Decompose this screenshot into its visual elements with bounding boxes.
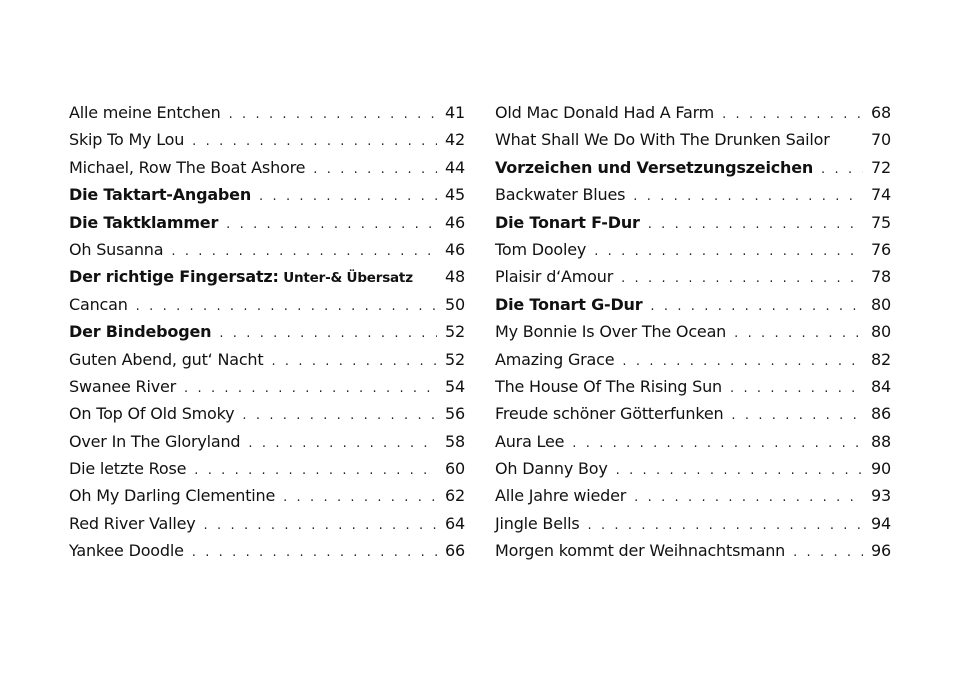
toc-entry <box>495 154 891 181</box>
dot-leader <box>271 348 437 375</box>
toc-entry <box>69 154 465 181</box>
toc-entry-title-text: Der richtige Fingersatz: <box>69 267 279 287</box>
dot-leader <box>192 539 437 566</box>
toc-entry-title <box>69 346 263 373</box>
toc-entry-subtitle: Unter-& Übersatz <box>278 270 413 287</box>
toc-entry-title-text: Alle meine Entchen <box>69 103 221 122</box>
toc-entry <box>69 99 465 126</box>
toc-entry-page-number: 76 <box>871 239 891 259</box>
toc-entry-page-number: 50 <box>445 294 465 314</box>
toc-entry-title-text: Der Bindebogen <box>69 322 212 342</box>
toc-entry-title-text: My Bonnie Is Over The Ocean <box>495 322 727 342</box>
toc-entry <box>495 181 891 208</box>
dot-leader <box>259 183 437 210</box>
dot-leader <box>283 484 437 511</box>
toc-entry-page-number: 82 <box>871 349 891 369</box>
dot-leader <box>248 430 437 457</box>
toc-entry-title-text: Oh Danny Boy <box>495 459 608 479</box>
dot-leader <box>219 320 437 347</box>
toc-entry-title-text: Plaisir d‘Amour <box>495 267 614 287</box>
toc-entry-page-number: 68 <box>871 103 891 122</box>
toc-entry-title-text: On Top Of Old Smoky <box>69 404 235 424</box>
toc-entry-title <box>69 400 234 427</box>
toc-entry <box>69 537 465 564</box>
toc-entry <box>495 263 891 290</box>
toc-entry-title-text: Die letzte Rose <box>69 459 187 479</box>
toc-entry-page-number: 70 <box>871 130 891 150</box>
toc-entry <box>69 400 465 427</box>
toc-entry-title <box>495 181 625 208</box>
dot-leader <box>621 265 863 292</box>
toc-left-column <box>69 99 465 565</box>
toc-entry-title <box>69 291 128 318</box>
toc-entry-title-text: Amazing Grace <box>495 349 615 369</box>
dot-leader <box>242 402 437 429</box>
toc-entry-page-number: 41 <box>445 103 465 122</box>
toc-entry-title-text: Michael, Row The Boat Ashore <box>69 157 306 177</box>
toc-entry-title-text: Morgen kommt der Weihnachtsmann <box>495 541 786 561</box>
toc-entry-page-number: 66 <box>445 541 465 561</box>
dot-leader <box>793 539 863 566</box>
toc-entry <box>69 291 465 318</box>
toc-entry-title <box>69 482 275 509</box>
toc-entry-title-text: Die Taktklammer <box>69 212 219 232</box>
dot-leader <box>634 484 863 511</box>
dot-leader <box>633 183 863 210</box>
dot-leader <box>648 211 863 238</box>
dot-leader <box>204 512 437 539</box>
toc-entry <box>495 510 891 537</box>
toc-entry-title <box>495 236 586 263</box>
toc-entry-page-number: 64 <box>445 513 465 533</box>
toc-entry-title-text: Old Mac Donald Had A Farm <box>495 103 715 122</box>
dot-leader <box>734 320 863 347</box>
dot-leader <box>587 512 863 539</box>
toc-entry-title-text: Over In The Gloryland <box>69 431 241 451</box>
toc-entry-title-text: Backwater Blues <box>495 185 626 205</box>
dot-leader <box>650 293 863 320</box>
toc-entry-title-text: Die Taktart-Angaben <box>69 185 252 205</box>
toc-entry-title-text: Yankee Doodle <box>69 541 184 561</box>
toc-entry-page-number: 80 <box>871 294 891 314</box>
toc-entry-title <box>69 373 176 400</box>
toc-entry-title-text: Die Tonart G-Dur <box>495 294 643 314</box>
toc-entry-page-number: 58 <box>445 431 465 451</box>
toc-entry <box>69 346 465 373</box>
toc-entry <box>495 373 891 400</box>
toc-entry <box>495 236 891 263</box>
toc-entry <box>69 482 465 509</box>
toc-entry-title <box>495 346 614 373</box>
toc-entry <box>495 291 891 318</box>
toc-entry-title-text: Oh My Darling Clementine <box>69 486 276 506</box>
toc-entry <box>495 537 891 564</box>
dot-leader <box>171 238 437 265</box>
toc-entry <box>495 400 891 427</box>
toc-entry-title <box>69 428 240 455</box>
dot-leader <box>192 128 437 155</box>
toc-entry-title-text: Skip To My Lou <box>69 130 185 150</box>
toc-entry-page-number: 54 <box>445 376 465 396</box>
toc-entry <box>495 428 891 455</box>
toc-entry-title-text: The House Of The Rising Sun <box>495 376 722 396</box>
toc-entry-page-number: 78 <box>871 267 891 287</box>
toc-entry-page-number: 44 <box>445 157 465 177</box>
toc-entry-title <box>69 537 184 564</box>
toc-entry <box>69 126 465 153</box>
toc-entry-page-number: 56 <box>445 404 465 424</box>
dot-leader <box>622 348 863 375</box>
toc-entry <box>495 346 891 373</box>
toc-entry-title-text: Aura Lee <box>495 431 565 451</box>
toc-entry-title-text: Die Tonart F-Dur <box>495 212 640 232</box>
toc-entry-title <box>69 209 218 236</box>
toc-entry-title-text: Jingle Bells <box>495 513 580 533</box>
toc-entry-page-number: 94 <box>871 513 891 533</box>
toc-entry <box>69 236 465 263</box>
toc-entry-title <box>495 428 564 455</box>
toc-entry-title <box>69 455 186 482</box>
toc-entry-title-text: Freude schöner Götterfunken <box>495 404 724 424</box>
toc-entry <box>495 126 891 153</box>
toc-entry-title-text: Guten Abend, gut‘ Nacht <box>69 349 264 369</box>
toc-entry-page-number: 60 <box>445 459 465 479</box>
toc-entry-title <box>495 373 722 400</box>
toc-entry <box>69 181 465 208</box>
toc-entry-title <box>495 263 613 290</box>
toc-entry-title <box>495 99 714 126</box>
toc-entry-title <box>495 209 640 236</box>
toc-entry-page-number: 42 <box>445 130 465 150</box>
toc-entry-page-number: 88 <box>871 431 891 451</box>
toc-entry-page-number: 84 <box>871 376 891 396</box>
toc-entry-page-number: 74 <box>871 185 891 205</box>
toc-entry <box>495 455 891 482</box>
toc-entry <box>69 510 465 537</box>
toc-entry-page-number: 52 <box>445 349 465 369</box>
toc-entry-title <box>69 99 221 126</box>
toc-entry <box>69 455 465 482</box>
toc-entry-title-text: Swanee River <box>69 376 177 396</box>
toc-entry <box>69 428 465 455</box>
toc-entry-title-text: Tom Dooley <box>495 239 587 259</box>
toc-entry-page-number: 80 <box>871 322 891 342</box>
toc-entry-title <box>495 291 642 318</box>
dot-leader <box>313 156 437 183</box>
toc-entry-page-number: 46 <box>445 212 465 232</box>
toc-entry-title-text: Oh Susanna <box>69 239 164 259</box>
toc-entry-page-number: 62 <box>445 486 465 506</box>
dot-leader <box>722 101 863 128</box>
toc-entry-title <box>495 455 608 482</box>
toc-entry-title-text: Alle Jahre wieder <box>495 486 627 506</box>
toc-entry <box>495 318 891 345</box>
toc-entry-page-number: 52 <box>445 322 465 342</box>
toc-entry-title <box>69 263 413 292</box>
toc-entry <box>495 209 891 236</box>
toc-entry-title <box>495 482 626 509</box>
toc-entry-title <box>69 154 305 181</box>
toc-entry <box>69 209 465 236</box>
toc-entry-title-text: Red River Valley <box>69 513 196 533</box>
toc-entry-page-number: 75 <box>871 212 891 232</box>
toc-entry-page-number: 90 <box>871 459 891 479</box>
dot-leader <box>572 430 863 457</box>
dot-leader <box>184 375 437 402</box>
toc-entry-title <box>495 537 785 564</box>
dot-leader <box>731 402 863 429</box>
toc-entry-page-number: 72 <box>871 157 891 177</box>
toc-entry-title <box>495 510 579 537</box>
toc-entry-page-number: 45 <box>445 185 465 205</box>
toc-right-column <box>495 99 891 565</box>
dot-leader <box>136 293 437 320</box>
dot-leader <box>229 101 437 128</box>
toc-entry-page-number: 86 <box>871 404 891 424</box>
toc-entry-title <box>69 510 196 537</box>
toc-entry-title <box>495 154 813 181</box>
toc-entry-page-number: 46 <box>445 239 465 259</box>
toc-entry-title-text: Vorzeichen und Versetzungszeichen <box>495 157 814 177</box>
toc-entry-title <box>495 318 726 345</box>
toc-entry-title <box>495 126 830 153</box>
dot-leader <box>594 238 863 265</box>
dot-leader <box>821 156 863 183</box>
toc-entry <box>69 263 465 290</box>
toc-entry <box>69 318 465 345</box>
toc-entry-page-number: 48 <box>445 267 465 287</box>
dot-leader <box>194 457 437 484</box>
toc-entry-title-text: Cancan <box>69 294 128 314</box>
toc-entry <box>69 373 465 400</box>
toc-entry-title <box>495 400 723 427</box>
dot-leader <box>226 211 437 238</box>
toc-entry-title <box>69 318 211 345</box>
toc-entry-title <box>69 236 163 263</box>
toc-entry-page-number: 96 <box>871 541 891 561</box>
toc-entry-title-text: What Shall We Do With The Drunken Sailor <box>495 130 830 150</box>
toc-entry-page-number: 93 <box>871 486 891 506</box>
toc-entry-title <box>69 126 184 153</box>
toc-entry-title <box>69 181 251 208</box>
dot-leader <box>616 457 863 484</box>
dot-leader <box>730 375 863 402</box>
toc-entry <box>495 482 891 509</box>
toc-entry <box>495 99 891 126</box>
